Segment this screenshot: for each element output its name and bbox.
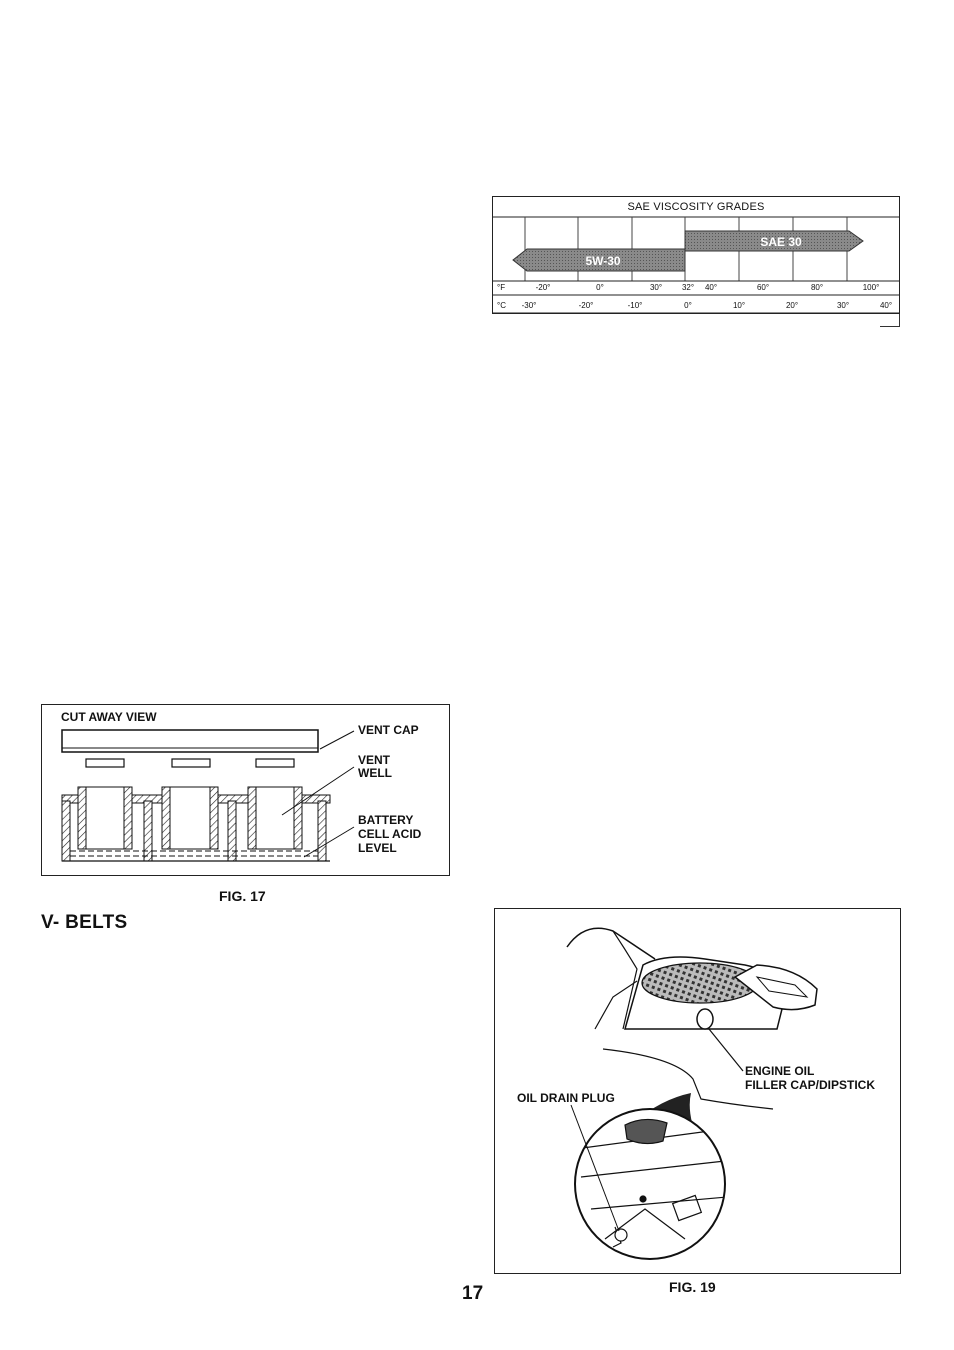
chart-corner-mark: [899, 314, 900, 326]
f-tick: 40°: [704, 283, 718, 292]
chart-corner-mark: [880, 326, 900, 327]
c-tick: -10°: [627, 301, 643, 310]
c-tick: 0°: [684, 301, 692, 310]
f-tick: -20°: [535, 283, 551, 292]
fahrenheit-unit: °F: [497, 283, 506, 292]
label-oil-drain-plug: OIL DRAIN PLUG: [517, 1091, 615, 1105]
viscosity-chart-graphic: [493, 197, 899, 313]
f-tick: 80°: [810, 283, 824, 292]
f-tick: 100°: [862, 283, 880, 292]
label-vent-cap: VENT CAP: [358, 723, 419, 737]
viscosity-chart: [492, 196, 900, 314]
fig19-caption: FIG. 19: [669, 1279, 716, 1295]
acid-level: [70, 851, 318, 856]
label-vent-well-1: VENT: [358, 753, 391, 767]
label-engine-oil-2: FILLER CAP/DIPSTICK: [745, 1078, 876, 1092]
battery-cutaway-figure: [41, 704, 450, 876]
celsius-unit: °C: [497, 301, 506, 310]
c-tick: 40°: [879, 301, 893, 310]
c-tick: 30°: [836, 301, 850, 310]
dipstick-cap: [697, 1009, 713, 1029]
label-acid-3: LEVEL: [358, 841, 397, 855]
fig17-caption: FIG. 17: [219, 888, 266, 904]
f-tick: 32°: [681, 283, 695, 292]
cutaway-header: CUT AWAY VIEW: [61, 710, 157, 724]
f-tick: 30°: [649, 283, 663, 292]
5w30-label: 5W-30: [585, 254, 621, 268]
f-tick: 60°: [756, 283, 770, 292]
label-acid-1: BATTERY: [358, 813, 414, 827]
label-acid-2: CELL ACID: [358, 827, 422, 841]
fahrenheit-ticks: [536, 283, 880, 292]
mower-oil-figure: [494, 908, 901, 1274]
f-tick: 0°: [596, 283, 604, 292]
page-number: 17: [462, 1283, 484, 1304]
label-engine-oil-1: ENGINE OIL: [745, 1064, 815, 1078]
viscosity-chart-title: SAE VISCOSITY GRADES: [627, 201, 765, 213]
engine-grille: [642, 963, 758, 1003]
celsius-ticks: [522, 301, 892, 310]
label-vent-well-2: WELL: [358, 766, 392, 780]
sae30-label: SAE 30: [760, 235, 802, 249]
c-tick: -20°: [578, 301, 594, 310]
c-tick: 10°: [732, 301, 746, 310]
c-tick: -30°: [521, 301, 537, 310]
c-tick: 20°: [785, 301, 799, 310]
section-heading-v-belts: V- BELTS: [41, 912, 128, 933]
vent-cap: [62, 730, 318, 752]
